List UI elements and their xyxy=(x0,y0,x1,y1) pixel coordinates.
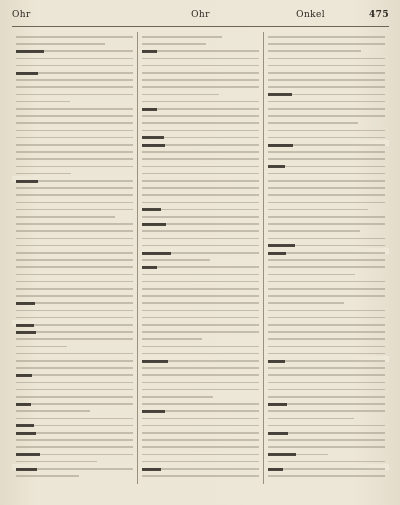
entry-headword-mark xyxy=(16,432,36,435)
text-line xyxy=(268,187,385,189)
text-line xyxy=(16,461,97,463)
text-line xyxy=(16,79,133,81)
text-line xyxy=(268,259,385,261)
entry-headword-mark xyxy=(268,432,288,435)
text-line xyxy=(16,216,115,218)
entry-headword-mark xyxy=(142,208,161,211)
text-line xyxy=(16,144,133,146)
text-line xyxy=(142,36,222,38)
text-line xyxy=(16,410,90,412)
text-line xyxy=(268,382,385,384)
text-line xyxy=(268,367,385,369)
text-line xyxy=(142,454,259,456)
text-line xyxy=(142,259,210,261)
text-line xyxy=(142,130,259,132)
text-line xyxy=(142,187,259,189)
text-line xyxy=(16,317,133,319)
text-line xyxy=(268,281,385,283)
text-line xyxy=(142,58,259,60)
text-line xyxy=(16,194,133,196)
text-line xyxy=(268,50,361,52)
text-line xyxy=(16,288,133,290)
header-left-word: Ohr xyxy=(12,10,31,20)
text-line xyxy=(16,310,133,312)
text-line xyxy=(142,238,259,240)
text-line xyxy=(16,230,133,232)
text-line xyxy=(268,216,385,218)
text-line xyxy=(142,403,259,405)
text-line xyxy=(16,396,133,398)
text-line xyxy=(16,338,133,340)
text-line xyxy=(268,324,385,326)
text-line xyxy=(268,410,385,412)
text-line xyxy=(268,238,385,240)
text-line xyxy=(142,396,213,398)
text-line xyxy=(142,230,259,232)
text-line xyxy=(16,259,133,261)
text-line xyxy=(142,461,259,463)
text-line xyxy=(268,266,385,268)
text-line xyxy=(268,360,385,362)
text-line xyxy=(16,418,133,420)
column-2 xyxy=(137,32,263,484)
entry-headword-mark xyxy=(16,50,44,53)
entry-headword-mark xyxy=(16,331,36,334)
entry-headword-mark xyxy=(16,72,38,75)
entry-headword-mark xyxy=(268,93,292,96)
text-line xyxy=(268,475,385,477)
text-line xyxy=(16,166,133,168)
text-line xyxy=(16,122,133,124)
text-line xyxy=(16,353,133,355)
text-line xyxy=(142,158,259,160)
text-line xyxy=(16,202,133,204)
text-line xyxy=(142,338,202,340)
text-line xyxy=(142,439,259,441)
text-line xyxy=(142,389,259,391)
text-line xyxy=(142,216,259,218)
text-line xyxy=(16,252,133,254)
entry-headword-mark xyxy=(16,302,35,305)
text-line xyxy=(268,158,385,160)
text-line xyxy=(16,86,133,88)
text-line xyxy=(268,194,385,196)
text-line xyxy=(142,122,259,124)
text-line xyxy=(16,374,133,376)
text-line xyxy=(16,65,133,67)
entry-headword-mark xyxy=(268,360,285,363)
text-line xyxy=(16,58,133,60)
text-line xyxy=(16,403,133,405)
text-line xyxy=(16,108,133,110)
entry-headword-mark xyxy=(268,468,283,471)
text-line xyxy=(268,353,385,355)
text-line xyxy=(142,446,259,448)
text-line xyxy=(16,281,133,283)
text-line xyxy=(268,274,355,276)
text-line xyxy=(142,295,259,297)
text-line xyxy=(16,266,133,268)
text-line xyxy=(16,346,67,348)
entry-headword-mark xyxy=(16,374,32,377)
text-line xyxy=(16,382,133,384)
text-line xyxy=(142,108,259,110)
text-line xyxy=(268,425,385,427)
text-line xyxy=(16,36,133,38)
text-line xyxy=(268,396,385,398)
text-line xyxy=(268,230,360,232)
text-line xyxy=(16,137,133,139)
text-line xyxy=(268,331,385,333)
text-line xyxy=(142,367,259,369)
text-line xyxy=(142,302,259,304)
text-line xyxy=(16,446,133,448)
text-line xyxy=(142,43,206,45)
text-line xyxy=(142,79,259,81)
text-line xyxy=(16,187,133,189)
text-line xyxy=(268,468,385,470)
text-line xyxy=(16,295,133,297)
text-line xyxy=(268,43,385,45)
text-line xyxy=(142,173,259,175)
text-line xyxy=(142,288,259,290)
text-line xyxy=(16,238,133,240)
text-line xyxy=(142,475,259,477)
entry-headword-mark xyxy=(142,468,161,471)
header-center-word: Ohr xyxy=(191,10,210,20)
entry-headword-mark xyxy=(142,266,157,269)
entry-headword-mark xyxy=(16,453,40,456)
text-line xyxy=(16,367,133,369)
text-line xyxy=(268,446,385,448)
text-line xyxy=(142,324,259,326)
text-columns xyxy=(12,32,389,484)
entry-headword-mark xyxy=(142,108,157,111)
text-line xyxy=(268,302,344,304)
text-line xyxy=(16,360,133,362)
entry-headword-mark xyxy=(142,410,165,413)
text-line xyxy=(268,338,385,340)
text-line xyxy=(16,209,133,211)
entry-headword-mark xyxy=(142,50,157,53)
text-line xyxy=(16,475,79,477)
text-line xyxy=(142,425,259,427)
entry-headword-mark xyxy=(16,403,31,406)
entry-headword-mark xyxy=(268,165,285,168)
text-line xyxy=(16,173,71,175)
text-line xyxy=(142,266,259,268)
text-line xyxy=(142,317,259,319)
text-line xyxy=(142,346,259,348)
entry-headword-mark xyxy=(268,403,287,406)
text-line xyxy=(268,115,385,117)
text-line xyxy=(142,418,259,420)
text-line xyxy=(142,281,259,283)
text-line xyxy=(16,389,133,391)
text-line xyxy=(268,108,385,110)
running-header xyxy=(12,10,389,24)
text-line xyxy=(142,432,259,434)
text-line xyxy=(142,180,259,182)
text-line xyxy=(16,439,133,441)
text-line xyxy=(268,166,385,168)
text-line xyxy=(268,418,354,420)
text-line xyxy=(142,72,259,74)
text-line xyxy=(268,202,385,204)
text-line xyxy=(268,223,385,225)
text-line xyxy=(16,158,133,160)
text-line xyxy=(268,151,385,153)
page-number: 475 xyxy=(369,10,390,20)
text-line xyxy=(268,310,385,312)
text-line xyxy=(142,202,259,204)
text-line xyxy=(142,115,259,117)
text-line xyxy=(268,130,385,132)
text-line xyxy=(268,209,368,211)
text-line xyxy=(268,374,385,376)
text-line xyxy=(142,151,259,153)
text-line xyxy=(16,115,133,117)
text-line xyxy=(16,130,133,132)
entry-headword-mark xyxy=(142,252,171,255)
text-line xyxy=(142,166,259,168)
text-line xyxy=(142,94,219,96)
entry-headword-mark xyxy=(268,252,286,255)
text-line xyxy=(268,86,385,88)
text-line xyxy=(268,389,385,391)
text-line xyxy=(268,79,385,81)
entry-headword-mark xyxy=(142,360,168,363)
text-line xyxy=(268,288,385,290)
entry-headword-mark xyxy=(142,136,164,139)
text-line xyxy=(142,245,259,247)
header-rule xyxy=(12,26,389,27)
text-line xyxy=(142,374,259,376)
text-line xyxy=(268,122,358,124)
text-line xyxy=(268,137,385,139)
text-line xyxy=(268,36,385,38)
text-line xyxy=(142,382,259,384)
entry-headword-mark xyxy=(268,144,293,147)
text-line xyxy=(142,331,259,333)
header-right-word: Onkel xyxy=(296,10,326,20)
text-line xyxy=(16,94,133,96)
text-line xyxy=(142,194,259,196)
text-line xyxy=(16,151,133,153)
text-line xyxy=(268,101,385,103)
text-line xyxy=(142,86,259,88)
text-line xyxy=(268,317,385,319)
text-line xyxy=(268,461,385,463)
text-line xyxy=(142,274,259,276)
text-line xyxy=(268,58,385,60)
entry-headword-mark xyxy=(142,144,165,147)
text-line xyxy=(16,274,133,276)
text-line xyxy=(268,180,385,182)
entry-headword-mark xyxy=(268,453,296,456)
entry-headword-mark xyxy=(16,180,38,183)
text-line xyxy=(16,43,105,45)
text-line xyxy=(142,310,259,312)
text-line xyxy=(16,245,133,247)
column-3 xyxy=(263,32,389,484)
entry-headword-mark xyxy=(16,324,34,327)
text-line xyxy=(268,439,385,441)
text-line xyxy=(142,50,259,52)
text-line xyxy=(16,223,133,225)
text-line xyxy=(268,72,385,74)
entry-headword-mark xyxy=(16,468,37,471)
entry-headword-mark xyxy=(142,223,166,226)
text-line xyxy=(268,295,385,297)
text-line xyxy=(142,65,259,67)
text-line xyxy=(142,353,259,355)
entry-headword-mark xyxy=(268,244,295,247)
entry-headword-mark xyxy=(16,424,34,427)
column-1 xyxy=(12,32,137,484)
text-line xyxy=(142,101,259,103)
text-line xyxy=(16,101,70,103)
text-line xyxy=(268,65,385,67)
text-line xyxy=(268,173,385,175)
text-line xyxy=(268,346,385,348)
